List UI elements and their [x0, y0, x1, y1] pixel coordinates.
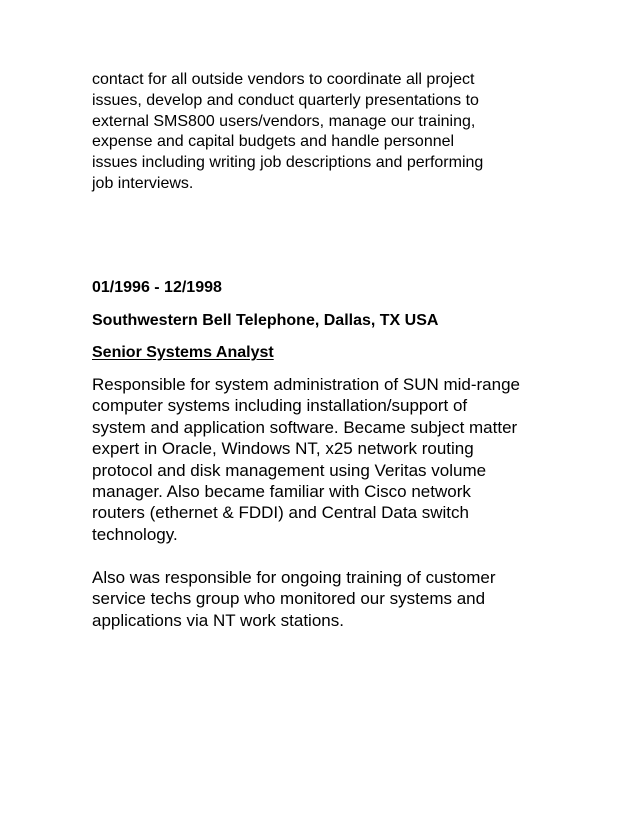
paragraph-text: [92, 567, 542, 631]
paragraph-line: technology.: [92, 524, 178, 544]
paragraph-line: expense and capital budgets and handle personnel: [92, 133, 455, 151]
continued-paragraph: [92, 70, 542, 195]
job-title-text: Senior Systems Analyst: [92, 344, 274, 361]
paragraph-line: protocol and disk management using Veritas volume: [92, 460, 487, 480]
job-employer: Southwestern Bell Telephone, Dallas, TX USA: [92, 312, 439, 329]
paragraph-line: applications via NT work stations.: [92, 610, 344, 630]
paragraph-line: issues, develop and conduct quarterly presentations to: [92, 91, 479, 109]
job-dates: 01/1996 - 12/1998: [92, 279, 222, 296]
paragraph-text: [92, 70, 542, 195]
job-title: [92, 343, 542, 363]
paragraph-text: [92, 374, 542, 545]
paragraph-line: Responsible for system administration of SUN mid-range: [92, 375, 521, 394]
paragraph-line: service techs group who monitored our systems and: [92, 589, 486, 609]
job-description-2: [92, 567, 542, 631]
job-description-1: [92, 374, 542, 545]
paragraph-line: computer systems including installation/support of: [92, 396, 468, 416]
paragraph-line: job interviews.: [92, 174, 194, 192]
paragraph-line: external SMS800 users/vendors, manage our training,: [92, 112, 476, 130]
paragraph-line: Also was responsible for ongoing training of customer: [92, 568, 496, 587]
paragraph-line: manager. Also became familiar with Cisco network: [92, 482, 471, 502]
paragraph-line: system and application software. Became subject matter: [92, 417, 518, 437]
paragraph-line: expert in Oracle, Windows NT, x25 network routing: [92, 439, 474, 459]
paragraph-line: routers (ethernet & FDDI) and Central Data switch: [92, 503, 469, 523]
paragraph-line: issues including writing job descriptions and performing: [92, 154, 484, 172]
paragraph-line: contact for all outside vendors to coordinate all project: [92, 71, 475, 88]
